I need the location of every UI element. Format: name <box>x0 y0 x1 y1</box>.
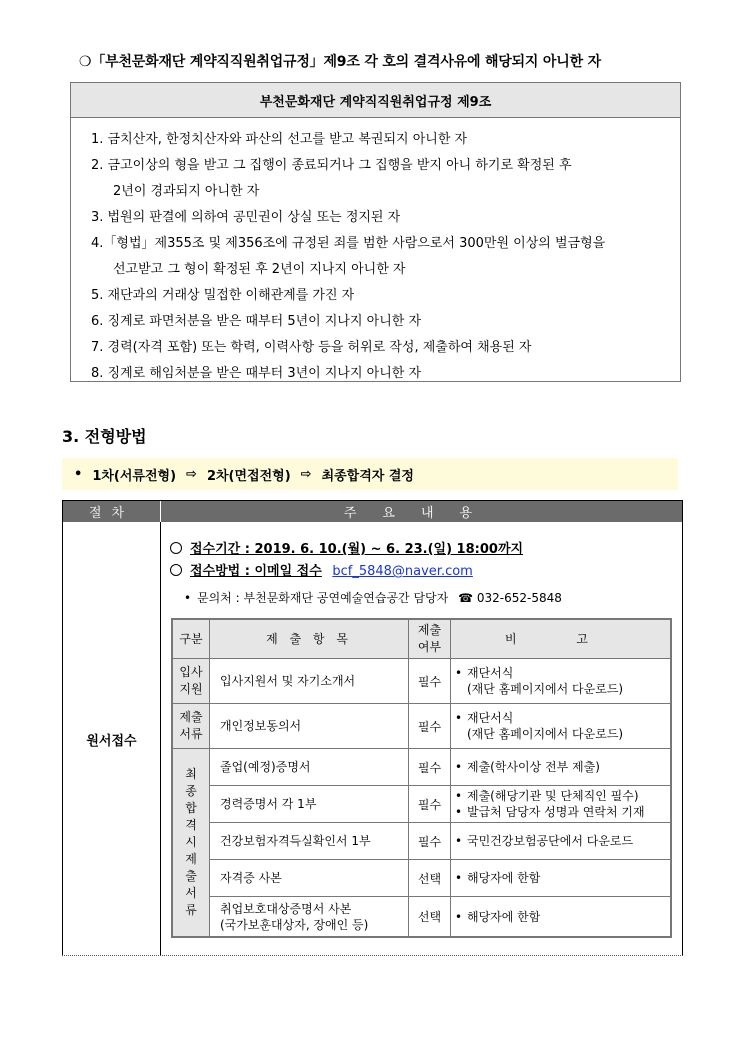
doc-item: 입사지원서 및 자기소개서 <box>210 659 409 704</box>
col-item: 제 출 항 목 <box>210 620 409 659</box>
group-apply: 입사지원 <box>173 659 210 704</box>
doc-required: 필수 <box>409 823 451 860</box>
doc-note: • 재단서식 (재단 홈페이지에서 다운로드) <box>451 704 671 749</box>
doc-note: • 국민건강보험공단에서 다운로드 <box>451 823 671 860</box>
doc-item: 경력증명서 각 1부 <box>210 786 409 823</box>
email-link[interactable]: bcf_5848@naver.com <box>332 564 473 579</box>
documents-table <box>172 619 671 937</box>
rule-item: 2년이 경과되지 아니한 자 <box>113 184 260 199</box>
doc-required: 선택 <box>409 897 451 937</box>
col-required: 제출 여부 <box>409 620 451 659</box>
table-row <box>173 749 671 786</box>
rule-item: 7. 경력(자격 포함) 또는 학력, 이력사항 등을 허위로 작성, 제출하여 채용된 자 <box>91 340 532 355</box>
rules-box-title: 부천문화재단 계약직직원취업규정 제9조 <box>71 83 680 118</box>
header-procedure: 절차 <box>63 501 161 522</box>
flow-step-1: 1차(서류전형) <box>92 468 177 484</box>
doc-item: 개인정보동의서 <box>210 704 409 749</box>
rule-item: 선고받고 그 형이 확정된 후 2년이 지나지 아니한 자 <box>113 262 406 277</box>
table-row <box>173 823 671 860</box>
doc-required: 필수 <box>409 659 451 704</box>
table-row <box>173 704 671 749</box>
rule-item: 2. 금고이상의 형을 받고 그 집행이 종료되거나 그 집행을 받지 아니 하기로 확정된 후 <box>91 158 572 173</box>
doc-note: • 해당자에 한함 <box>451 860 671 897</box>
contact-info: • 문의처 : 부천문화재단 공연예술연습공간 담당자 ☎ 032-652-5848 <box>184 591 562 605</box>
flow-step-3: 최종합격자 결정 <box>321 468 414 484</box>
doc-note: • 제출(해당기관 및 단체직인 필수) • 발급처 담당자 성명과 연락처 기재 <box>451 786 671 823</box>
doc-required: 필수 <box>409 786 451 823</box>
doc-note: • 재단서식 (재단 홈페이지에서 다운로드) <box>451 659 671 704</box>
table-row <box>173 897 671 937</box>
doc-item: 취업보호대상증명서 사본 (국가보훈대상자, 장애인 등) <box>210 897 409 937</box>
doc-item: 건강보험자격득실확인서 1부 <box>210 823 409 860</box>
procedure-label: 원서접수 <box>63 522 161 956</box>
section-title: 3. 전형방법 <box>62 427 147 446</box>
eligibility-heading: ❍「부천문화재단 계약직직원취업규정」제9조 각 호의 결격사유에 해당되지 아니한 자 <box>79 54 601 70</box>
procedure-table-header <box>63 501 682 522</box>
phone-number: 032-652-5848 <box>476 591 562 605</box>
rules-list <box>91 127 605 387</box>
arrow-right-icon: ⇨ <box>300 466 312 482</box>
rule-item: 8. 징계로 해임처분을 받은 때부터 3년이 지나지 아니한 자 <box>91 366 422 381</box>
group-submit: 제출서류 <box>173 704 210 749</box>
header-main-content: 주요내용 <box>343 506 499 521</box>
rule-item: 6. 징계로 파면처분을 받은 때부터 5년이 지나지 아니한 자 <box>91 314 422 329</box>
doc-required: 필수 <box>409 749 451 786</box>
phone-icon: ☎ <box>458 591 474 605</box>
group-final: 최종합격시 제출서류 <box>173 749 210 937</box>
rule-item: 3. 법원의 판결에 의하여 공민권이 상실 또는 정지된 자 <box>91 210 401 225</box>
doc-required: 선택 <box>409 860 451 897</box>
flow-step-2: 2차(면접전형) <box>206 468 291 484</box>
documents-table-header <box>173 620 671 659</box>
table-row <box>173 860 671 897</box>
doc-item: 자격증 사본 <box>210 860 409 897</box>
rule-item: 5. 재단과의 거래상 밀접한 이해관계를 가진 자 <box>91 288 355 303</box>
rule-item: 4.「형법」제355조 및 제356조에 규정된 죄를 범한 사람으로서 300만원 이상의 벌금형을 <box>91 236 606 251</box>
doc-note: • 제출(학사이상 전부 제출) <box>451 749 671 786</box>
col-note: 비 고 <box>451 620 671 659</box>
rules-box <box>70 82 681 382</box>
flow-bullet: • <box>74 466 83 482</box>
doc-item: 졸업(예정)증명서 <box>210 749 409 786</box>
col-group: 구분 <box>173 620 210 659</box>
arrow-right-icon: ⇨ <box>186 466 197 482</box>
selection-flow-bar <box>62 458 678 490</box>
application-method: 접수방법 : 이메일 접수 bcf_5848@naver.com <box>170 560 473 579</box>
application-period: 접수기간 : 2019. 6. 10.(월) ~ 6. 23.(일) 18:00까지 <box>170 538 523 557</box>
table-row <box>173 786 671 823</box>
rule-item: 1. 금치산자, 한정치산자와 파산의 선고를 받고 복권되지 아니한 자 <box>91 132 468 147</box>
doc-required: 필수 <box>409 704 451 749</box>
table-bottom-border <box>62 955 683 956</box>
doc-note: • 해당자에 한함 <box>451 897 671 937</box>
circle-bullet-icon <box>170 542 182 554</box>
circle-bullet-icon <box>170 564 182 576</box>
table-row <box>173 659 671 704</box>
